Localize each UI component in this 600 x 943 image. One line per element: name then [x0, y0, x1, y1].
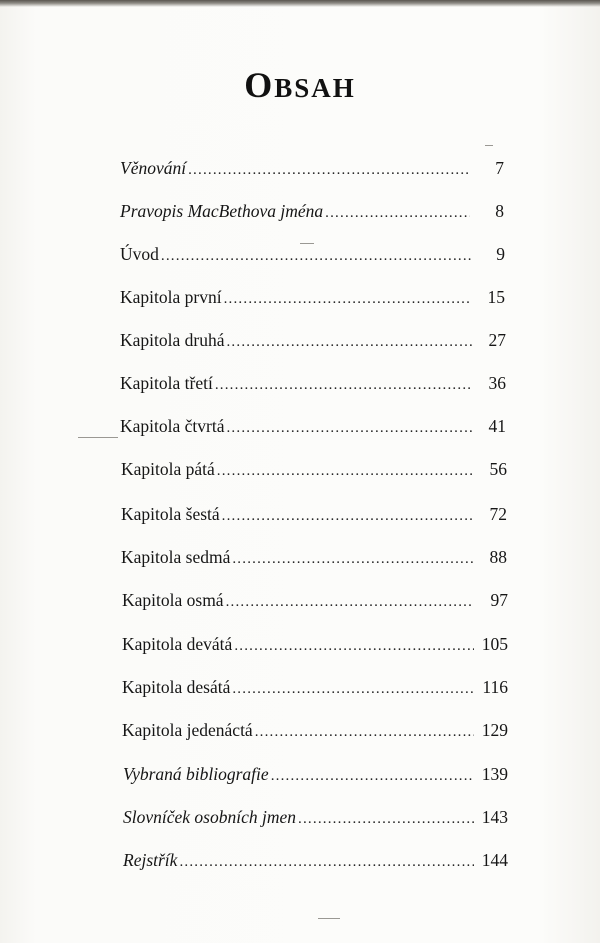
toc-entry-kapitola-7[interactable] — [121, 545, 507, 569]
toc-entry-page: 56 — [489, 459, 507, 479]
toc-entry-label: Kapitola šestá — [121, 504, 220, 524]
toc-entry-label: Vybraná bibliografie — [123, 764, 269, 784]
toc-entry-page: 144 — [481, 850, 508, 870]
toc-entry-kapitola-3[interactable] — [120, 371, 506, 395]
toc-entry-page: 41 — [488, 416, 506, 436]
toc-entry-label: Věnování — [120, 158, 187, 178]
toc-leader-dots — [255, 720, 474, 744]
page-title-initial: O — [244, 65, 275, 105]
toc-entry-label: Kapitola devátá — [122, 634, 233, 654]
toc-leader-dots — [217, 459, 473, 483]
toc-entry-rejstrik[interactable] — [123, 848, 508, 872]
toc-entry-page: 27 — [488, 330, 506, 350]
toc-entry-uvod[interactable] — [120, 242, 505, 266]
page-title-rest: BSAH — [274, 73, 356, 103]
toc-entry-page: 8 — [495, 201, 504, 221]
toc-entry-kapitola-10[interactable] — [122, 675, 508, 699]
toc-entry-page: 9 — [496, 244, 505, 264]
toc-entry-label: Kapitola druhá — [120, 330, 225, 350]
toc-leader-dots — [161, 244, 471, 268]
pencil-mark — [300, 243, 314, 244]
toc-leader-dots — [298, 807, 474, 831]
toc-entry-label: Kapitola třetí — [120, 373, 213, 393]
toc-entry-kapitola-8[interactable] — [122, 588, 508, 612]
toc-entry-page: 72 — [489, 504, 507, 524]
toc-entry-label: Kapitola desátá — [122, 677, 231, 697]
toc-entry-label: Kapitola sedmá — [121, 547, 231, 567]
toc-entry-label: Kapitola čtvrtá — [120, 416, 225, 436]
toc-entry-label: Pravopis MacBethova jména — [120, 201, 324, 221]
toc-entry-page: 116 — [482, 677, 508, 697]
toc-entry-page: 7 — [495, 158, 504, 178]
pencil-mark — [485, 145, 493, 146]
toc-entry-label: Kapitola první — [120, 287, 222, 307]
toc-entry-page: 97 — [490, 590, 508, 610]
toc-entry-label: Úvod — [120, 244, 159, 264]
toc-entry-label: Kapitola pátá — [121, 459, 215, 479]
toc-leader-dots — [188, 158, 470, 182]
toc-entry-kapitola-11[interactable] — [122, 718, 508, 742]
toc-entry-kapitola-2[interactable] — [120, 328, 506, 352]
toc-entry-kapitola-4[interactable] — [120, 414, 506, 438]
toc-entry-label: Kapitola osmá — [122, 590, 224, 610]
toc-leader-dots — [232, 547, 473, 571]
toc-entry-label: Kapitola jedenáctá — [122, 720, 253, 740]
toc-entry-kapitola-9[interactable] — [122, 632, 508, 656]
toc-leader-dots — [226, 330, 472, 354]
toc-entry-bibliografie[interactable] — [123, 762, 508, 786]
pencil-mark — [78, 437, 118, 438]
toc-entry-label: Rejstřík — [123, 850, 178, 870]
toc-leader-dots — [226, 590, 474, 614]
toc-leader-dots — [325, 201, 470, 225]
toc-entry-pravopis[interactable] — [120, 199, 504, 223]
toc-leader-dots — [232, 677, 474, 701]
toc-entry-kapitola-1[interactable] — [120, 285, 505, 309]
toc-leader-dots — [226, 416, 472, 440]
toc-entry-slovnicek[interactable] — [123, 805, 508, 829]
toc-entry-label: Slovníček osobních jmen — [123, 807, 297, 827]
toc-leader-dots — [271, 764, 474, 788]
toc-leader-dots — [222, 504, 473, 528]
toc-entry-page: 36 — [488, 373, 506, 393]
toc-entry-page: 105 — [481, 634, 508, 654]
toc-entry-page: 143 — [481, 807, 508, 827]
toc-leader-dots — [224, 287, 471, 311]
toc-leader-dots — [234, 634, 474, 658]
toc-entry-kapitola-5[interactable] — [121, 457, 507, 481]
toc-entry-page: 129 — [481, 720, 508, 740]
toc-entry-kapitola-6[interactable] — [121, 502, 507, 526]
toc-entry-page: 88 — [489, 547, 507, 567]
toc-entry-page: 139 — [481, 764, 508, 784]
toc-entry-page: 15 — [487, 287, 505, 307]
toc-leader-dots — [179, 850, 474, 874]
toc-entry-venovani[interactable] — [120, 156, 504, 180]
toc-leader-dots — [215, 373, 472, 397]
pencil-mark — [318, 918, 340, 919]
